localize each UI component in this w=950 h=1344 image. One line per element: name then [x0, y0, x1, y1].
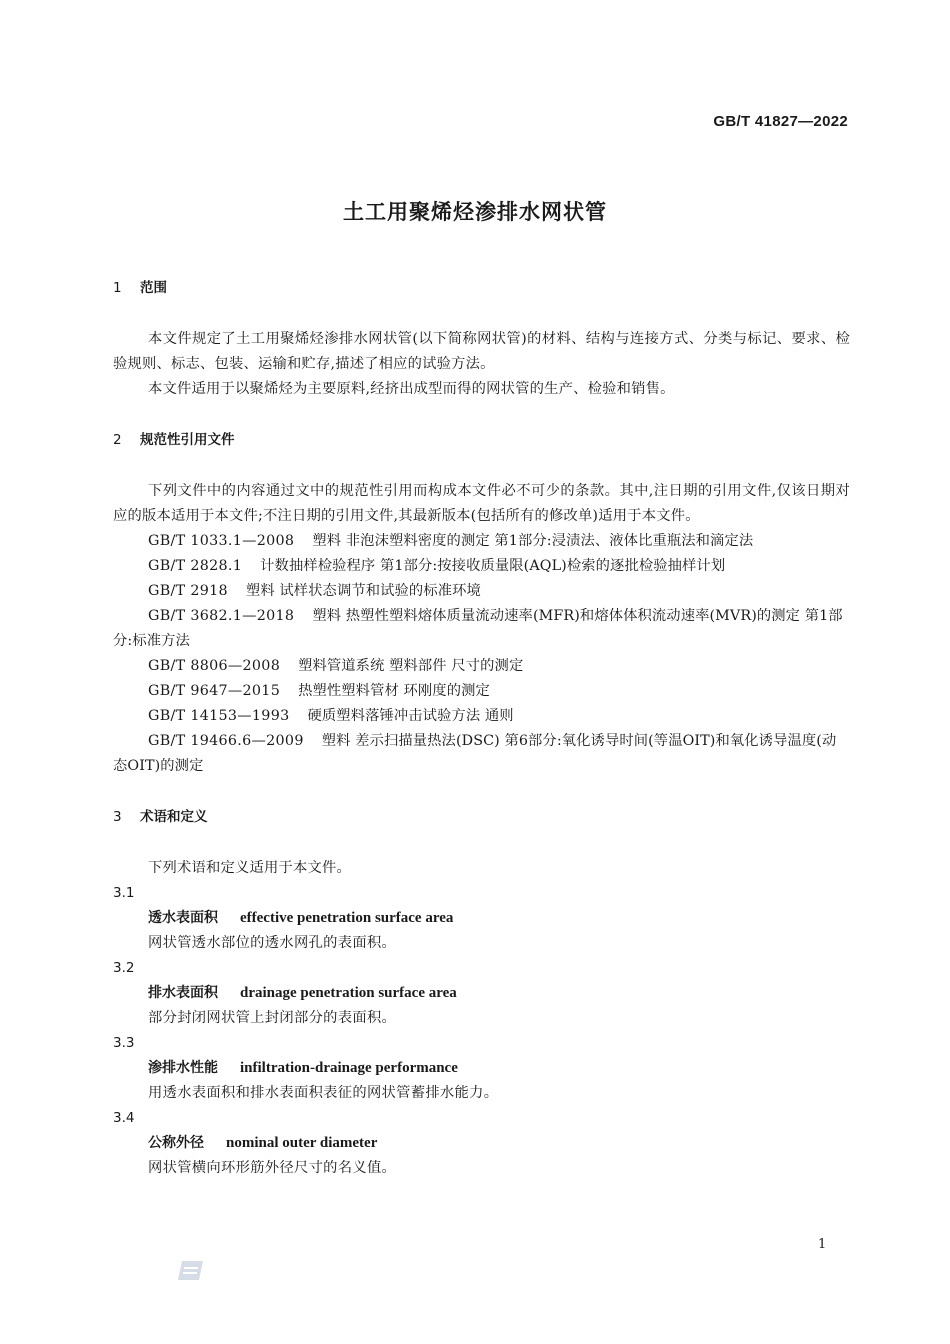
section-1-heading: [113, 276, 850, 301]
reference-title: 硬质塑料落锤冲击试验方法 通则: [307, 708, 514, 724]
term-zh: 公称外径: [148, 1135, 204, 1151]
term-en: nominal outer diameter: [226, 1135, 378, 1151]
term-entry: [113, 1056, 850, 1081]
term-en: drainage penetration surface area: [240, 985, 457, 1001]
reference-code: GB/T 1033.1—2008: [148, 533, 295, 549]
reference-title: 塑料 非泡沫塑料密度的测定 第1部分:浸渍法、液体比重瓶法和滴定法: [312, 533, 754, 549]
section-number: 2: [113, 432, 122, 448]
term-zh: 透水表面积: [148, 910, 218, 926]
term-en: effective penetration surface area: [240, 910, 454, 926]
term-en: infiltration-drainage performance: [240, 1060, 458, 1076]
term-definition: 网状管透水部位的透水网孔的表面积。: [148, 935, 397, 951]
reference-code: GB/T 3682.1—2018: [148, 608, 295, 624]
reference-title: 热塑性塑料管材 环刚度的测定: [298, 683, 490, 699]
reference-item: [113, 579, 850, 604]
document-body: [113, 276, 850, 1181]
document-title: 土工用聚烯烃渗排水网状管: [343, 200, 607, 224]
reference-code: GB/T 2828.1: [148, 558, 243, 574]
reference-title: 计数抽样检验程序 第1部分:按接收质量限(AQL)检索的逐批检验抽样计划: [260, 558, 726, 574]
term-zh: 排水表面积: [148, 985, 218, 1001]
term-number: 3.2: [113, 960, 135, 976]
sac-logo-icon: [176, 1259, 205, 1282]
paragraph: 本文件适用于以聚烯烃为主要原料,经挤出成型而得的网状管的生产、检验和销售。: [148, 381, 675, 397]
term-entry: [113, 906, 850, 931]
reference-title: 塑料 差示扫描量热法(DSC) 第6部分:氧化诱导时间(等温OIT)和氧化诱导温度(动态OIT)的测定: [113, 733, 837, 774]
section-2-heading: [113, 428, 850, 453]
term-entry: [113, 1131, 850, 1156]
section-number: 1: [113, 280, 122, 296]
standard-number: GB/T 41827—2022: [713, 113, 848, 130]
section-title: 规范性引用文件: [140, 432, 235, 448]
term-number: 3.3: [113, 1035, 135, 1051]
reference-item: [113, 554, 850, 579]
reference-title: 塑料管道系统 塑料部件 尺寸的测定: [298, 658, 524, 674]
reference-code: GB/T 19466.6—2009: [148, 733, 304, 749]
paragraph: 下列术语和定义适用于本文件。: [148, 860, 351, 876]
reference-code: GB/T 8806—2008: [148, 658, 281, 674]
reference-code: GB/T 2918: [148, 583, 228, 599]
section-title: 术语和定义: [140, 809, 208, 825]
reference-item: [113, 704, 850, 729]
term-zh: 渗排水性能: [148, 1060, 218, 1076]
section-title: 范围: [140, 280, 167, 296]
paragraph: 本文件规定了土工用聚烯烃渗排水网状管(以下简称网状管)的材料、结构与连接方式、分类与标记、要求、检验规则、标志、包装、运输和贮存,描述了相应的试验方法。: [113, 331, 850, 372]
reference-code: GB/T 9647—2015: [148, 683, 281, 699]
section-number: 3: [113, 809, 122, 825]
reference-item: [113, 604, 850, 654]
reference-title: 塑料 试样状态调节和试验的标准环境: [245, 583, 481, 599]
section-3-heading: [113, 805, 850, 830]
reference-item: [113, 729, 850, 779]
page-number: 1: [818, 1237, 827, 1252]
term-entry: [113, 981, 850, 1006]
term-number: 3.1: [113, 885, 135, 901]
reference-code: GB/T 14153—1993: [148, 708, 290, 724]
reference-item: [113, 654, 850, 679]
reference-item: [113, 529, 850, 554]
term-definition: 用透水表面积和排水表面积表征的网状管蓄排水能力。: [148, 1085, 499, 1101]
term-number: 3.4: [113, 1110, 135, 1126]
paragraph: 下列文件中的内容通过文中的规范性引用而构成本文件必不可少的条款。其中,注日期的引用文件,仅该日期对应的版本适用于本文件;不注日期的引用文件,其最新版本(包括所有的修改单)适用于本文件。: [113, 483, 850, 524]
reference-title: 塑料 热塑性塑料熔体质量流动速率(MFR)和熔体体积流动速率(MVR)的测定 第1部分:标准方法: [113, 608, 843, 649]
term-definition: 网状管横向环形筋外径尺寸的名义值。: [148, 1160, 397, 1176]
term-definition: 部分封闭网状管上封闭部分的表面积。: [148, 1010, 397, 1026]
reference-item: [113, 679, 850, 704]
